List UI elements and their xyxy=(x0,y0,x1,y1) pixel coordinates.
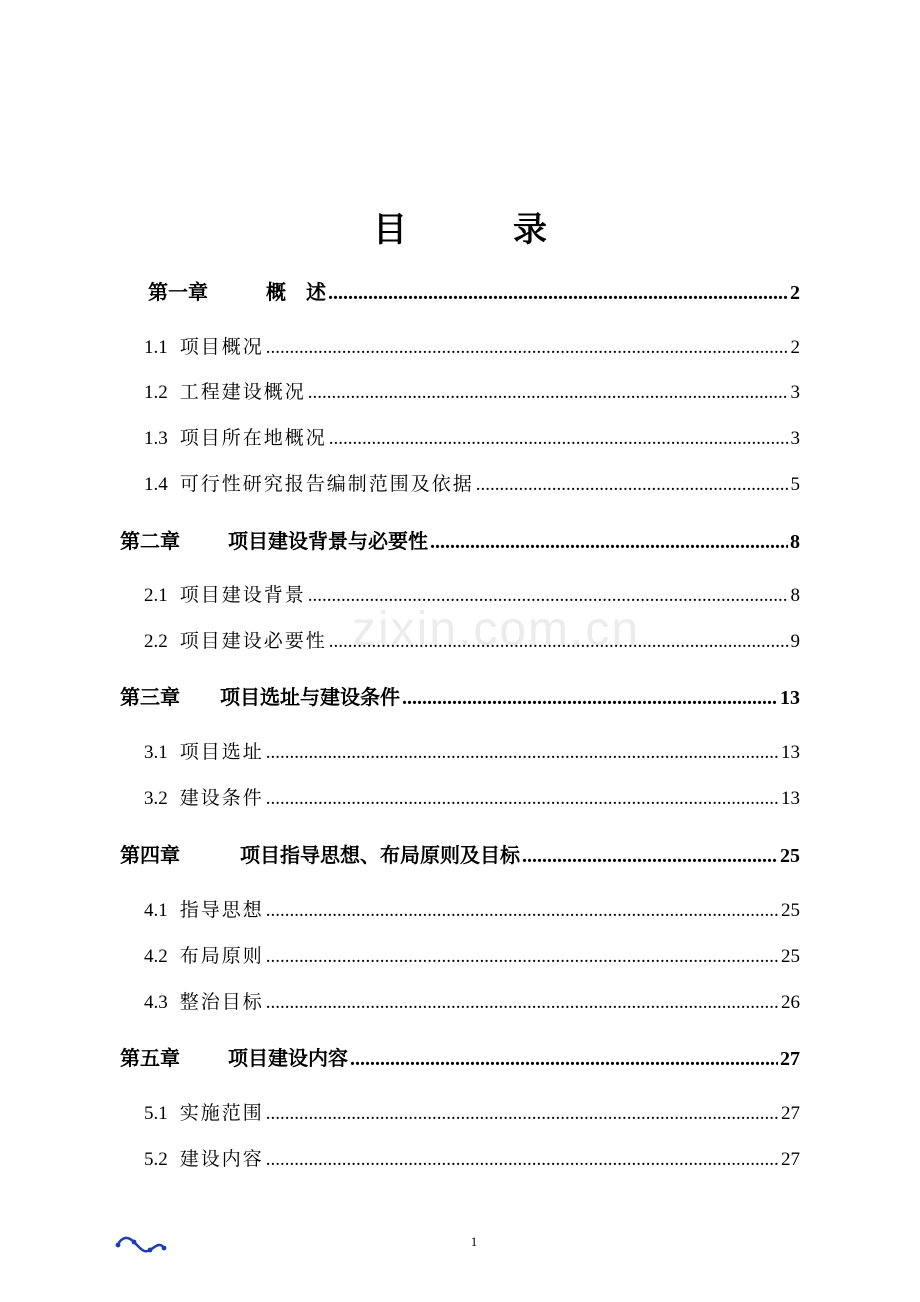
toc-entry-number: 3.1 xyxy=(144,742,168,763)
dot-leader xyxy=(328,282,788,305)
toc-chapter-entry[interactable] xyxy=(120,681,800,711)
toc-entry-label xyxy=(144,895,264,922)
dot-leader xyxy=(522,845,778,868)
dot-leader xyxy=(266,992,779,1014)
toc-entry-number: 第一章 xyxy=(148,280,208,304)
toc-entry-label xyxy=(120,1042,348,1071)
toc-section-entry[interactable] xyxy=(144,377,800,407)
dot-leader xyxy=(266,337,789,359)
toc-entry-title: 布局原则 xyxy=(179,945,264,967)
toc-page-number: 2 xyxy=(790,337,800,358)
toc-entry-title: 整治目标 xyxy=(179,991,264,1013)
toc-entry-label xyxy=(144,987,264,1014)
toc-entry-title: 工程建设概况 xyxy=(179,381,306,403)
toc-entry-number: 1.3 xyxy=(144,428,168,449)
toc-page-number: 8 xyxy=(790,585,800,606)
toc-entry-number: 第五章 xyxy=(120,1046,180,1070)
dot-leader xyxy=(266,946,779,968)
dot-leader xyxy=(266,900,779,922)
toc-section-entry[interactable] xyxy=(144,1144,800,1174)
toc-entry-label xyxy=(148,276,326,305)
toc-entry-label xyxy=(144,332,264,359)
toc-entry-label xyxy=(144,377,306,404)
toc-page-number: 3 xyxy=(790,382,800,403)
toc-entry-title: 指导思想 xyxy=(179,899,264,921)
dot-leader xyxy=(266,742,779,764)
toc-entry-number: 1.4 xyxy=(144,474,168,495)
toc-entry-label xyxy=(120,681,400,710)
toc-page-number: 3 xyxy=(790,428,800,449)
toc-section-entry[interactable] xyxy=(144,737,800,767)
toc-page-number: 25 xyxy=(781,900,800,921)
toc-section-entry[interactable] xyxy=(144,783,800,813)
toc-entry-label xyxy=(144,1098,264,1125)
toc-entry-title: 实施范围 xyxy=(179,1102,264,1124)
toc-page-number: 27 xyxy=(781,1149,800,1170)
toc-entry-title: 项目建设背景 xyxy=(179,584,306,606)
toc-page-number: 2 xyxy=(790,282,800,304)
toc-entry-title: 项目概况 xyxy=(179,336,264,358)
dot-leader xyxy=(266,788,779,810)
toc-entry-number: 第四章 xyxy=(120,843,180,867)
toc-chapter-entry[interactable] xyxy=(120,839,800,869)
toc-entry-number: 5.1 xyxy=(144,1103,168,1124)
toc-section-entry[interactable] xyxy=(144,332,800,362)
toc-section-entry[interactable] xyxy=(144,941,800,971)
toc-entry-label xyxy=(144,469,474,496)
toc-entry-number: 第三章 xyxy=(120,685,180,709)
toc-entry-number: 1.2 xyxy=(144,382,168,403)
toc-page-number: 27 xyxy=(781,1103,800,1124)
toc-page-number: 13 xyxy=(780,687,800,709)
dot-leader xyxy=(308,382,789,404)
toc-entry-label xyxy=(120,525,428,554)
toc-entry-title: 建设条件 xyxy=(179,787,264,809)
toc-entry-number: 3.2 xyxy=(144,788,168,809)
toc-entry-label xyxy=(144,423,327,450)
toc-entry-title: 建设内容 xyxy=(179,1148,264,1170)
toc-page-number: 25 xyxy=(780,845,800,867)
toc-page-number: 27 xyxy=(780,1048,800,1070)
toc-entry-title: 项目选址 xyxy=(179,741,264,763)
toc-entry-title: 可行性研究报告编制范围及依据 xyxy=(179,473,474,495)
dot-leader xyxy=(329,428,789,450)
toc-page-number: 26 xyxy=(781,992,800,1013)
page-number: 1 xyxy=(470,1234,478,1249)
toc-entry-title: 项目指导思想、布局原则及目标 xyxy=(240,843,520,867)
toc-entry-label xyxy=(144,580,306,607)
dot-leader xyxy=(402,687,778,710)
toc-entry-title: 项目建设必要性 xyxy=(179,630,327,652)
toc-chapter-entry[interactable] xyxy=(148,276,800,306)
toc-page-number: 25 xyxy=(781,946,800,967)
toc-entry-label xyxy=(144,626,327,653)
toc-entry-label xyxy=(120,839,520,868)
toc-page-number: 13 xyxy=(781,788,800,809)
toc-chapter-entry[interactable] xyxy=(120,1042,800,1072)
toc-entry-number: 4.2 xyxy=(144,946,168,967)
toc-entry-label xyxy=(144,783,264,810)
toc-page-number: 9 xyxy=(790,631,800,652)
toc-page-number: 13 xyxy=(781,742,800,763)
dot-leader xyxy=(266,1149,779,1171)
toc-chapter-entry[interactable] xyxy=(120,525,800,555)
watermark: zixin.com.cn xyxy=(352,603,641,656)
toc-entry-number: 4.1 xyxy=(144,900,168,921)
toc-entry-label xyxy=(144,1144,264,1171)
toc-section-entry[interactable] xyxy=(144,1098,800,1128)
toc-entry-title: 项目选址与建设条件 xyxy=(220,685,400,709)
toc-entry-label xyxy=(144,737,264,764)
page-title: 目 录 xyxy=(373,210,583,250)
toc-entry-title: 项目建设背景与必要性 xyxy=(228,529,428,553)
toc-entry-number: 2.2 xyxy=(144,631,168,652)
toc-entry-number: 4.3 xyxy=(144,992,168,1013)
toc-entry-title: 项目建设内容 xyxy=(228,1046,348,1070)
dot-leader xyxy=(476,474,789,496)
toc-entry-label xyxy=(144,941,264,968)
toc-entry-number: 1.1 xyxy=(144,337,168,358)
toc-page-number: 5 xyxy=(790,474,800,495)
toc-entry-title: 概 述 xyxy=(266,280,326,304)
dot-leader xyxy=(350,1048,778,1071)
toc-entry-number: 2.1 xyxy=(144,585,168,606)
toc-entry-title: 项目所在地概况 xyxy=(179,427,327,449)
dot-leader xyxy=(266,1103,779,1125)
dot-leader xyxy=(430,531,788,554)
toc-section-entry[interactable] xyxy=(144,987,800,1017)
toc-entry-number: 第二章 xyxy=(120,529,180,553)
toc-page-number: 8 xyxy=(790,531,800,553)
toc-section-entry[interactable] xyxy=(144,469,800,499)
toc-entry-number: 5.2 xyxy=(144,1149,168,1170)
toc-section-entry[interactable] xyxy=(144,423,800,453)
toc-section-entry[interactable] xyxy=(144,895,800,925)
